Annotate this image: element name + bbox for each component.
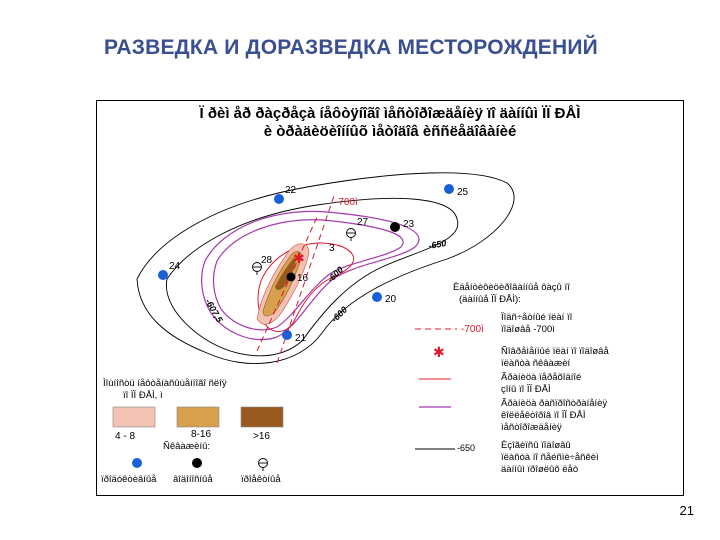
- legend-well-productive-icon: [132, 458, 142, 468]
- legend-item4-line2: êîëëåêòîðîâ ïî ÏÏ ÐÅÌ: [501, 410, 586, 421]
- well-label: 27: [357, 217, 369, 228]
- legend-swatch-high: [241, 407, 283, 427]
- legend-item1-line2: ïîäîøâå -700ì: [501, 324, 555, 335]
- legend-sample-650-label: -650: [457, 443, 476, 453]
- legend-item3-line1: Ãðàíèöà ïåðåõîäíîé: [501, 372, 582, 383]
- well-productive-icon[interactable]: [158, 270, 168, 280]
- well-productive-icon[interactable]: [274, 194, 284, 204]
- slide-title: РАЗВЕДКА И ДОРАЗВЕДКА МЕСТОРОЖДЕНИЙ: [104, 36, 598, 59]
- contour-label-600b: -600: [329, 304, 350, 325]
- map-figure: [96, 100, 684, 496]
- legend-item5-line1: Èçîãèïñû ïîäîøâû: [501, 440, 571, 451]
- legend-item1-line1: Ïîäñ÷åòíûé ïëàí ïî: [501, 312, 573, 323]
- legend-item2-line1: Ñîâðåìåííûé ïëàí ïî ïîäîøâå: [501, 346, 609, 357]
- well-label: 22: [285, 185, 297, 196]
- well-label: 25: [457, 187, 469, 198]
- legend-well-water-icon: [192, 458, 202, 468]
- well-label: 23: [403, 219, 415, 230]
- well-type-projected: ïðîåêòíûå: [241, 474, 281, 485]
- contour-seismic-650: [166, 198, 457, 355]
- well-label: 24: [169, 261, 181, 272]
- well-label: 21: [295, 333, 307, 344]
- legend-sample-700-label: -700ì: [461, 324, 484, 335]
- wells-caption: Ñêâàæèíû:: [163, 441, 211, 452]
- legend-item4-line3: ìåñòîðîæäåíèÿ: [501, 422, 562, 433]
- well-projected-icon[interactable]: [347, 229, 356, 242]
- figure-title-line2: è òðàäèöèîííûõ ìåòîäîâ èññëåäîâàíèé: [263, 123, 517, 140]
- thickness-class-1: 4 - 8: [115, 431, 136, 442]
- contour-label-6075: -607,5: [203, 297, 225, 325]
- contour-label-650: -650: [427, 237, 448, 251]
- page-number: 21: [679, 503, 694, 518]
- legend-swatch-low: [113, 407, 155, 427]
- legend-item5-line3: äàííûì ïðîøëûõ ëåò: [501, 464, 579, 475]
- contour-outer: [137, 173, 514, 364]
- legend-item4-line1: Ãðàíèöà ðàñïðîñòðàíåíèÿ: [501, 398, 608, 409]
- legend-header-line1: Èäåíòèôèöèðîâàííûå ôàçû ïî: [453, 282, 570, 293]
- asterisk-icon: ✱: [293, 251, 305, 267]
- thickness-class-3: >16: [253, 431, 270, 442]
- legend-well-projected-icon: [259, 459, 268, 472]
- legend-header-line2: (äàííûå ÏÏ ÐÅÌ):: [459, 294, 521, 305]
- well-type-water: âîäîíîñíûå: [173, 474, 213, 485]
- legend-item3-line2: çîíû ïî ÏÏ ÐÅÌ: [501, 384, 551, 395]
- well-productive-icon[interactable]: [282, 330, 292, 340]
- well-label: 16: [297, 273, 309, 284]
- thickness-title-line1: Ìîùíîñòü íåôòåíàñûùåííîãî ñëîÿ: [103, 378, 227, 389]
- well-water-icon[interactable]: [390, 222, 400, 232]
- well-label: 20: [385, 294, 397, 305]
- well-productive-icon[interactable]: [444, 184, 454, 194]
- contour-label-700: -700ì: [335, 197, 358, 208]
- figure-title-line1: Ï ðèì åð ðàçðåçà íåôòÿíîãî ìåñòîðîæäåíèÿ ïî äàííûì ÏÏ ÐÅÌ: [199, 105, 581, 122]
- thickness-class-2: 8-16: [191, 429, 212, 440]
- legend-item5-line2: ïëàñòà ïî ñåéñìè÷åñêèì: [501, 452, 599, 463]
- legend-asterisk-icon: ✱: [433, 345, 445, 361]
- map-canvas: [97, 101, 683, 495]
- well-label: 3: [329, 243, 335, 254]
- contour-label-600a: -600: [325, 264, 346, 285]
- well-water-icon[interactable]: [287, 273, 296, 282]
- well-type-productive: ïðîäóêòèâíûå: [101, 474, 157, 485]
- legend-item2-line2: ïëàñòà ñêâàæèí: [501, 358, 571, 369]
- well-label: 28: [261, 255, 273, 266]
- legend-swatch-mid: [177, 407, 219, 427]
- thickness-title-line2: ïî ÏÏ ÐÅÌ, ì: [123, 390, 163, 401]
- well-productive-icon[interactable]: [372, 292, 382, 302]
